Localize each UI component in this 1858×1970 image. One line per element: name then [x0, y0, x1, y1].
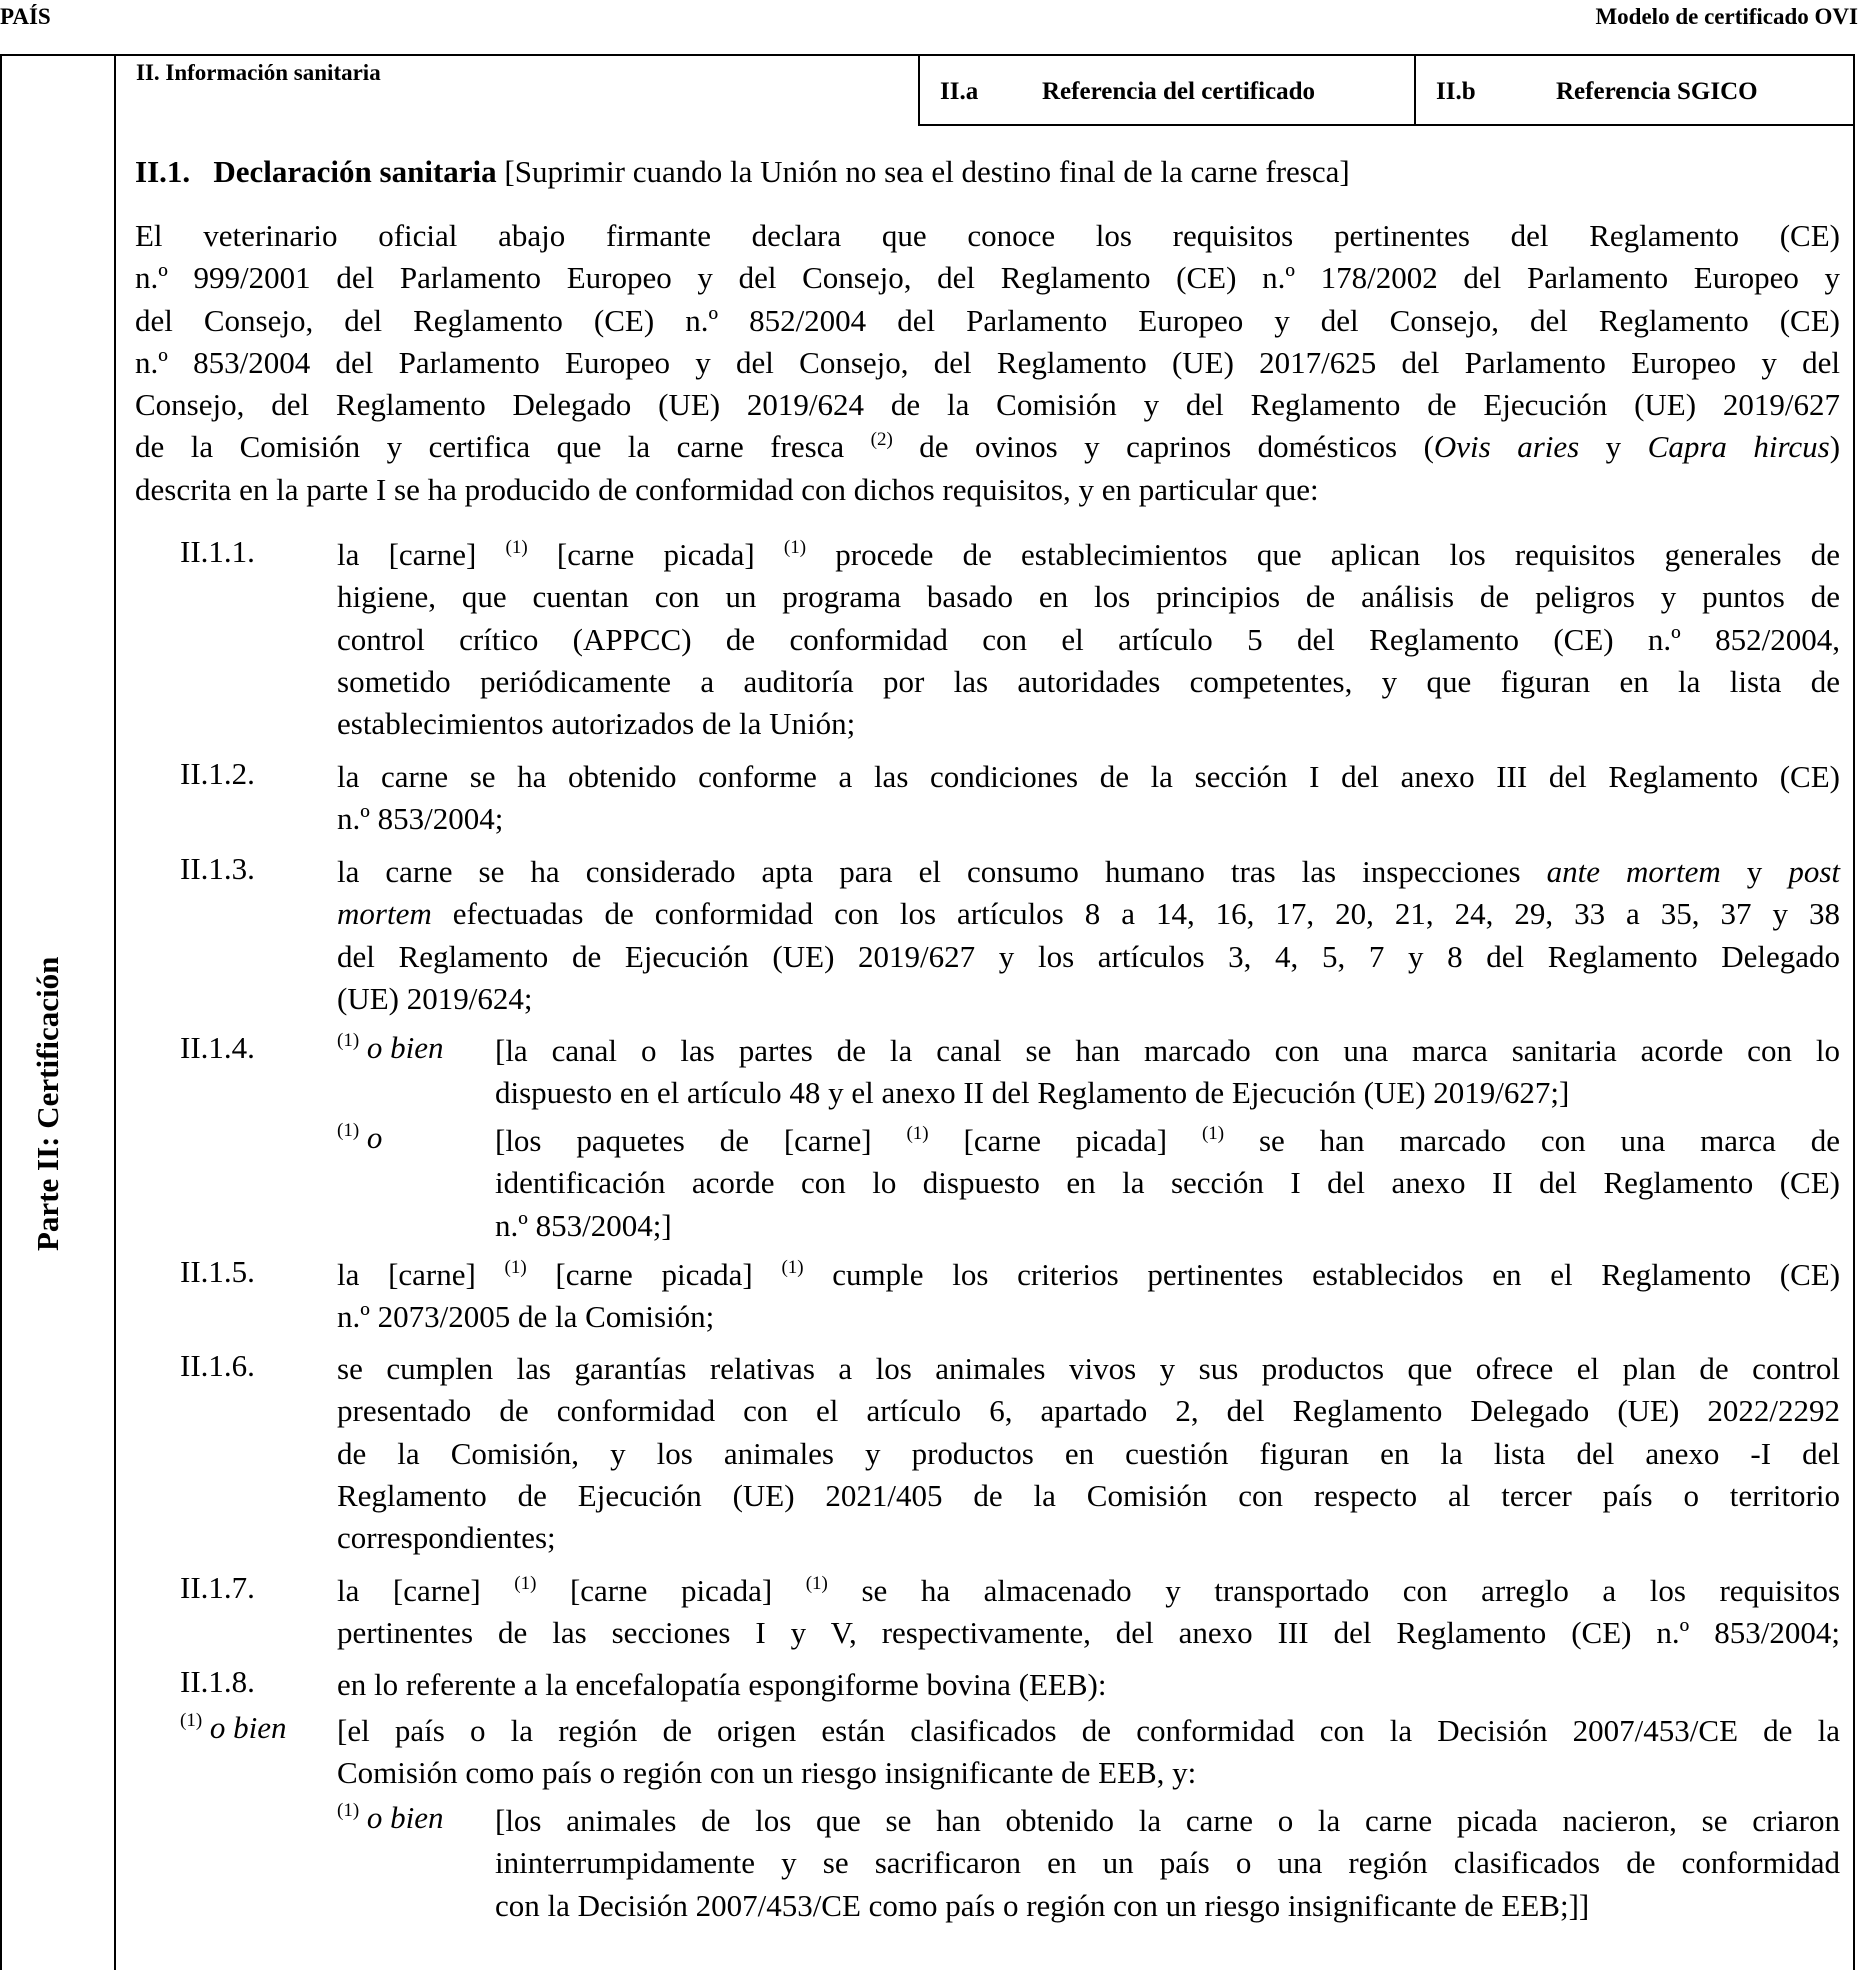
option-text: [los paquetes de [carne] $^{(1)}$ [carne picada] $^{(1)}$ se han marcado con una marca de identificación acorde con lo dispuesto en la sección I del anexo II del Reglamento (CE) n.º 853/2004;]	[495, 1123, 1841, 1243]
option-label: $^{(1)}$ o bien	[337, 1030, 444, 1065]
option-label: $^{(1)}$ o	[337, 1120, 383, 1155]
intro-line: Consejo, del Reglamento Delegado (UE) 2019/624 de la Comisión y del Reglamento de Ejecución (UE) 2019/627	[135, 387, 1840, 423]
item-number: II.1.1.	[180, 534, 255, 569]
declaration-note: [Suprimir cuando la Unión no sea el destino final de la carne fresca]	[504, 154, 1350, 189]
item-text: se cumplen las garantías relativas a los animales vivos y sus productos que ofrece el plan de control presentado de conformidad con el artículo 6, apartado 2, del Reglamento Delegado (UE) 2022/2292 de la Comisión, y los animales y productos en cuestión figuran en la lista del anexo -I del Reglamento de Ejecución (UE) 2021/405 de la Comisión con respecto al tercer país o territorio correspondientes;	[337, 1351, 1840, 1556]
item-text: la carne se ha considerado apta para el consumo humano tras las inspecciones ante mortem y post mortem efectuadas de conformidad con los artículos 8 a 14, 16, 17, 20, 21, 24, 29, 33 a 35, 37 y 38 del Reglamento de Ejecución (UE) 2019/627 y los artículos 3, 4, 5, 7 y 8 del Reglamento Delegado (UE) 2019/624;	[337, 854, 1841, 1016]
sgico-reference-box[interactable]	[1414, 56, 1855, 126]
footnote-ref: (2)	[870, 429, 893, 451]
item-text: la [carne] $^{(1)}$ [carne picada] $^{(1)}$ procede de establecimientos que aplican los requisitos generales de higiene, que cuentan con un programa basado en los principios de análisis de peligros y puntos de control crítico (APPCC) de conformidad con el artículo 5 del Reglamento (CE) n.º 852/2004, sometido periódicamente a auditoría por las autoridades competentes, y que figuran en la lista de establecimientos autorizados de la Unión;	[337, 537, 1841, 742]
intro-line: de la Comisión y certifica que la carne fresca $^{(2)}$ de ovinos y caprinos domésticos (Ovis aries y Capra hircus)	[135, 429, 1841, 465]
item-number: II.1.5.	[180, 1254, 255, 1289]
intro-line: descrita en la parte I se ha producido de conformidad con dichos requisitos, y en particular que:	[135, 471, 1319, 507]
option-text: [el país o la región de origen están clasificados de conformidad con la Decisión 2007/453/CE de la Comisión como país o región con un riesgo insignificante de EEB, y:	[337, 1713, 1840, 1791]
item-text: la [carne] $^{(1)}$ [carne picada] $^{(1)}$ se ha almacenado y transportado con arreglo a los requisitos pertinentes de las secciones I y V, respectivamente, del anexo III del Reglamento (CE) n.º 853/2004;	[337, 1573, 1841, 1651]
item-number: II.1.6.	[180, 1348, 255, 1383]
option-text: [los animales de los que se han obtenido la carne o la carne picada nacieron, se criaron ininterrumpidamente y se sacrificaron en un país o una región clasificados de conformidad con la Decisión 2007/453/CE como país o región con un riesgo insignificante de EEB;]]	[495, 1803, 1840, 1923]
item-number: II.1.3.	[180, 851, 255, 886]
item-text: en lo referente a la encefalopatía espongiforme bovina (EEB):	[337, 1667, 1107, 1702]
side-column	[2, 56, 116, 1970]
country-header: PAÍS	[0, 4, 51, 29]
option-label: $^{(1)}$ o bien	[180, 1710, 287, 1745]
ref-a-code: II.a	[940, 78, 979, 105]
intro-paragraph	[135, 215, 1840, 511]
ref-a-label: Referencia del certificado	[1042, 78, 1316, 105]
ref-b-label: Referencia SGICO	[1556, 78, 1758, 105]
intro-line: del Consejo, del Reglamento (CE) n.º 852/2004 del Parlamento Europeo y del Consejo, del Reglamento (CE)	[135, 302, 1840, 338]
declaration-heading	[135, 151, 1840, 193]
item-text: la carne se ha obtenido conforme a las condiciones de la sección I del anexo III del Reglamento (CE) n.º 853/2004;	[337, 759, 1840, 837]
section-title: II. Información sanitaria	[136, 60, 381, 85]
intro-line: n.º 999/2001 del Parlamento Europeo y del Consejo, del Reglamento (CE) n.º 178/2002 del Parlamento Europeo y	[135, 260, 1840, 296]
intro-line: n.º 853/2004 del Parlamento Europeo y del Consejo, del Reglamento (UE) 2017/625 del Parlamento Europeo y del	[135, 344, 1840, 380]
option-label: $^{(1)}$ o bien	[337, 1800, 444, 1835]
declaration-number: II.1.	[135, 154, 191, 189]
ref-b-code: II.b	[1436, 78, 1476, 105]
item-number: II.1.4.	[180, 1030, 255, 1065]
intro-line: El veterinario oficial abajo firmante declara que conoce los requisitos pertinentes del Reglamento (CE)	[135, 218, 1840, 253]
declaration-title: Declaración sanitaria	[213, 154, 497, 189]
option-text: [la canal o las partes de la canal se han marcado con una marca sanitaria acorde con lo dispuesto en el artículo 48 y el anexo II del Reglamento de Ejecución (UE) 2019/627;]	[495, 1033, 1840, 1111]
item-number: II.1.2.	[180, 756, 255, 791]
model-header: Modelo de certificado OVI	[1595, 4, 1858, 29]
item-number: II.1.7.	[180, 1570, 255, 1605]
part-label: Parte II: Certificación	[30, 956, 65, 1251]
item-number: II.1.8.	[180, 1664, 255, 1699]
item-text: la [carne] $^{(1)}$ [carne picada] $^{(1)}$ cumple los criterios pertinentes establecidos en el Reglamento (CE) n.º 2073/2005 de la Comisión;	[337, 1257, 1841, 1335]
certificate-reference-box[interactable]	[918, 56, 1416, 126]
